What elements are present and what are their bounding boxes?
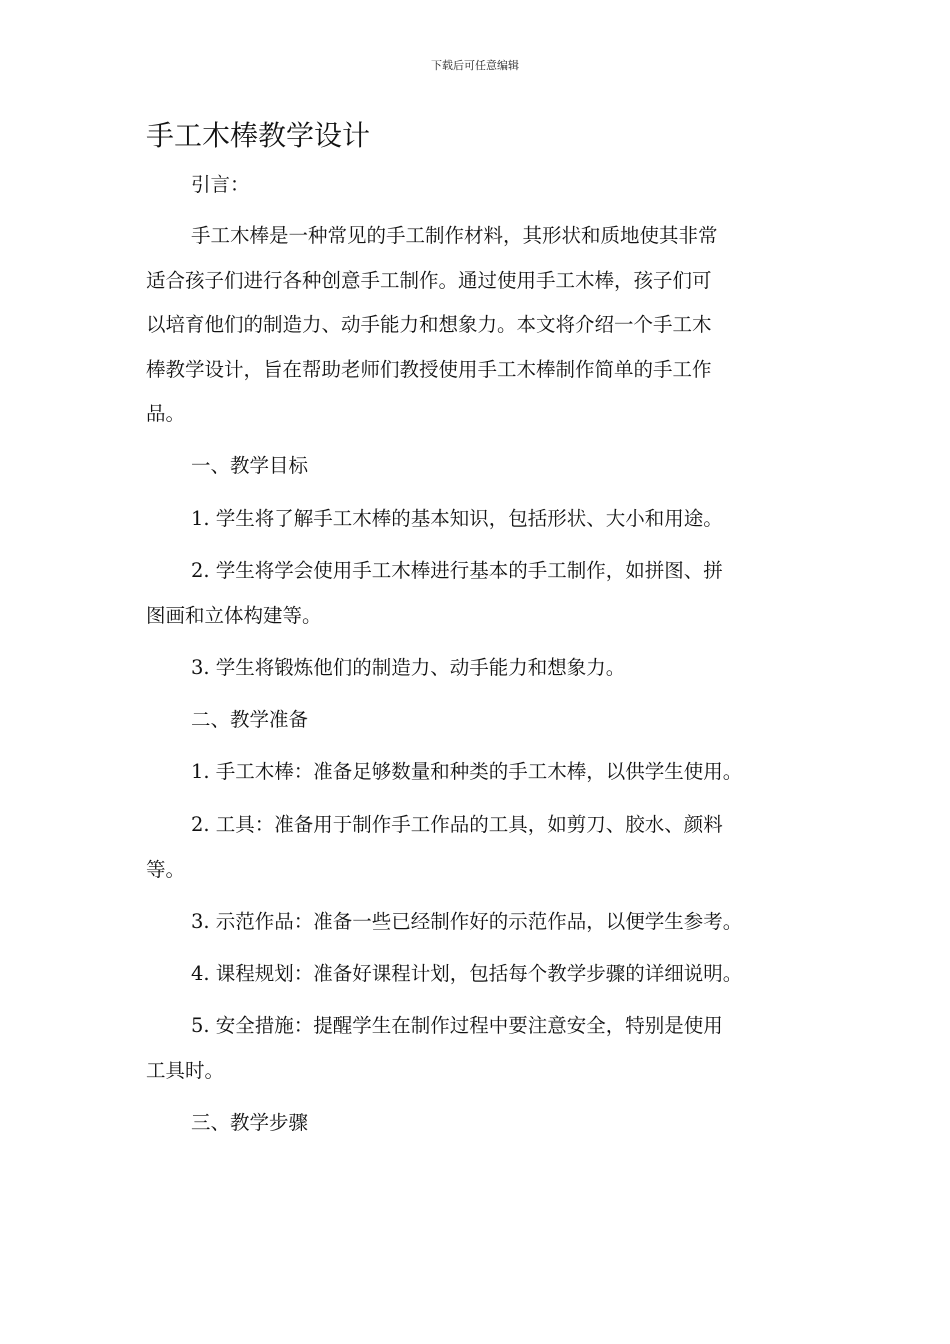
- text-line: 3. 学生将锻炼他们的制造力、动手能力和想象力。: [191, 656, 626, 679]
- text-line: 图画和立体构建等。: [146, 603, 322, 627]
- text-line: 适合孩子们进行各种创意手工制作。通过使用手工木棒，孩子们可: [146, 268, 712, 292]
- text-line: 引言：: [191, 173, 250, 196]
- text-line: 一、教学目标: [191, 454, 309, 477]
- paragraph-intro-body: [146, 214, 826, 437]
- list-item-objective-2: [146, 549, 826, 638]
- list-item-objective-3: [146, 646, 826, 691]
- text-line: 1. 手工木棒：准备足够数量和种类的手工木棒，以供学生使用。: [191, 760, 743, 783]
- text-line: 工具时。: [146, 1058, 225, 1082]
- header-note: 下载后可任意编辑: [431, 59, 519, 72]
- text-line: 等。: [146, 857, 186, 881]
- list-item-preparation-4: [146, 952, 826, 997]
- text-line: 以培育他们的制造力、动手能力和想象力。本文将介绍一个手工木: [146, 313, 712, 336]
- list-item-preparation-3: [146, 900, 826, 945]
- text-line: 4. 课程规划：准备好课程计划，包括每个教学步骤的详细说明。: [191, 962, 743, 985]
- text-line: 品。: [146, 402, 186, 425]
- section-heading-steps: [146, 1101, 826, 1146]
- list-item-preparation-1: [146, 750, 826, 795]
- document-title: 手工木棒教学设计: [146, 119, 371, 152]
- text-line: 3. 示范作品：准备一些已经制作好的示范作品，以便学生参考。: [191, 910, 743, 933]
- text-line: 二、教学准备: [191, 708, 309, 731]
- text-line: 2. 工具：准备用于制作手工作品的工具，如剪刀、胶水、颜料: [191, 813, 723, 836]
- paragraph-intro-heading: [146, 163, 826, 208]
- section-heading-objectives: [146, 444, 826, 489]
- text-line: 三、教学步骤: [191, 1111, 309, 1134]
- list-item-objective-1: [146, 497, 826, 542]
- text-line: 5. 安全措施：提醒学生在制作过程中要注意安全，特别是使用: [191, 1014, 723, 1037]
- text-line: 手工木棒是一种常见的手工制作材料，其形状和质地使其非常: [191, 224, 718, 247]
- section-heading-preparation: [146, 698, 826, 743]
- list-item-preparation-5: [146, 1004, 826, 1093]
- list-item-preparation-2: [146, 803, 826, 892]
- text-line: 1. 学生将了解手工木棒的基本知识，包括形状、大小和用途。: [191, 507, 723, 530]
- text-line: 棒教学设计，旨在帮助老师们教授使用手工木棒制作简单的手工作: [146, 357, 712, 381]
- text-line: 2. 学生将学会使用手工木棒进行基本的手工制作，如拼图、拼: [191, 559, 723, 582]
